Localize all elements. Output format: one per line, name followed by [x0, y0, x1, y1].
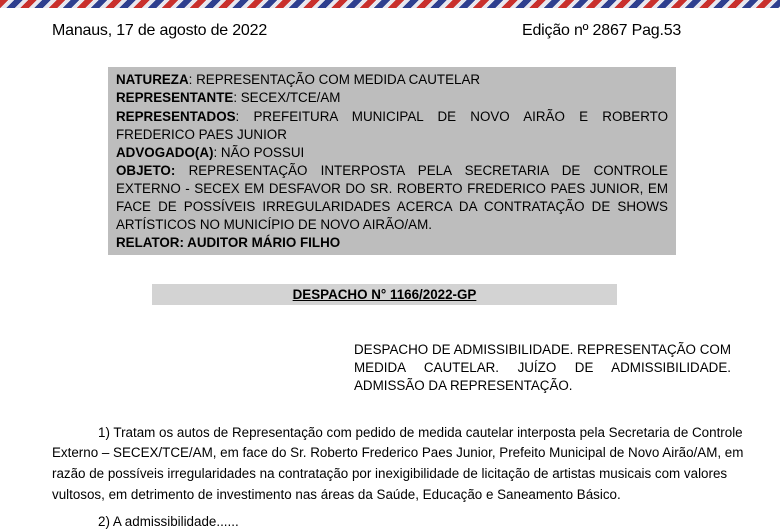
paragraph-1-line-1	[52, 423, 743, 443]
paragraph-1-line-4: vultosos, em detrimento de investimento nas áreas da Saúde, Educação e Saneamento Básico.	[52, 487, 621, 502]
objeto-value-1: REPRESENTAÇÃO INTERPOSTA PELA SECRETARIA DE CONTROLE	[175, 163, 668, 178]
representados-value-1: : PREFEITURA MUNICIPAL DE NOVO AIRÃO E ROBERTO	[235, 109, 668, 124]
advogado-label: ADVOGADO(A)	[116, 145, 214, 160]
ementa-line-3: ADMISSÃO DA REPRESENTAÇÃO.	[354, 378, 573, 393]
paragraph-2-partial: 2) A admissibilidade......	[98, 514, 239, 529]
natureza-line	[116, 71, 668, 89]
natureza-label: NATUREZA	[116, 72, 189, 87]
relator-line	[116, 234, 668, 252]
objeto-line-1	[116, 162, 668, 180]
advogado-line	[116, 144, 668, 162]
paragraph-1-line-1-text: 1) Tratam os autos de Representação com pedido de medida cautelar interposta pela Secretaria de Controle	[98, 425, 743, 440]
objeto-line-4: ARTÍSTICOS NO MUNICÍPIO DE NOVO AIRÃO/AM.	[116, 217, 432, 232]
despacho-title: DESPACHO N° 1166/2022-GP	[292, 287, 477, 302]
relator-label: RELATOR:	[116, 235, 184, 250]
ementa-line-1: DESPACHO DE ADMISSIBILIDADE. REPRESENTAÇÃO COM	[354, 342, 731, 357]
top-decorative-stripe	[0, 0, 780, 8]
paragraph-1-line-3: razão de possíveis irregularidades na contratação por inexigibilidade de licitação de artistas musicais com valores	[52, 466, 728, 481]
representados-label: REPRESENTADOS	[116, 109, 236, 124]
ementa-line-2: MEDIDA CAUTELAR. JUÍZO DE ADMISSIBILIDADE.	[354, 360, 731, 375]
objeto-line-3: FACE DE POSSÍVEIS IRREGULARIDADES ACERCA DA CONTRATAÇÃO DE SHOWS	[116, 199, 668, 214]
advogado-value: : NÃO POSSUI	[213, 145, 305, 160]
relator-value: AUDITOR MÁRIO FILHO	[183, 235, 341, 250]
paragraph-1-line-2: Externo – SECEX/TCE/AM, em face do Sr. Roberto Frederico Paes Junior, Prefeito Municipal de Novo Airão/AM, em	[52, 445, 744, 460]
representados-line-1	[116, 108, 668, 126]
representante-value: : SECEX/TCE/AM	[233, 90, 341, 105]
objeto-line-2: EXTERNO - SECEX EM DESFAVOR DO SR. ROBERTO FREDERICO PAES JUNIOR, EM	[116, 181, 668, 196]
representante-line	[116, 89, 668, 107]
publication-date: Manaus, 17 de agosto de 2022	[52, 22, 268, 39]
objeto-label: OBJETO:	[116, 163, 176, 178]
natureza-value: : REPRESENTAÇÃO COM MEDIDA CAUTELAR	[188, 72, 481, 87]
representados-line-2: FREDERICO PAES JUNIOR	[116, 127, 287, 142]
edition-page-number: Edição nº 2867 Pag.53	[522, 22, 682, 39]
representante-label: REPRESENTANTE	[116, 90, 234, 105]
